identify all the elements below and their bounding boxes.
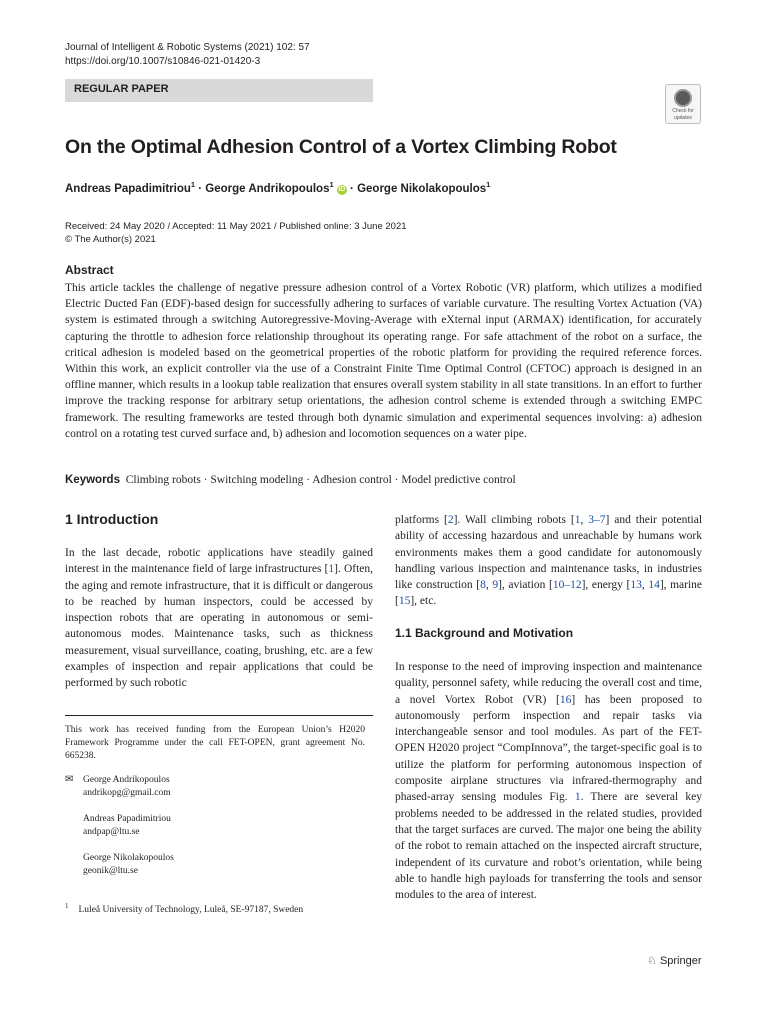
copyright: © The Author(s) 2021 (65, 234, 156, 245)
doi-link[interactable]: https://doi.org/10.1007/s10846-021-01420-3 (65, 56, 261, 67)
check-updates-icon (674, 89, 692, 107)
email-link[interactable]: andrikopg@gmail.com (83, 788, 171, 798)
envelope-icon: ✉ (65, 774, 74, 785)
funding-footnote: This work has received funding from the European Union’s H2020 Framework Programme under the call FET-OPEN, grant agreement No. 665238. (65, 725, 365, 761)
introduction-paragraph: In the last decade, robotic applications have steadily gained interest in the maintenance field of large infrastructures [1]. Often, the aging and remote infrastructure, that it is difficult or dangerous to be reached by human inspectors, could be accessed by inspection robots that are operating in autonomous or semi-autonomous modes. Maintenance tasks, such as thickness measurement, visual surveillance, coating, brushing, etc. are a few examples of inspection and repair applications that could be performed by such robotic (65, 547, 373, 690)
citation-link[interactable]: 16 (559, 693, 572, 706)
section-heading-introduction: 1 Introduction (65, 511, 159, 527)
citation-link[interactable]: 9 (492, 579, 499, 592)
citation-link[interactable]: 14 (648, 579, 660, 592)
paper-title: On the Optimal Adhesion Control of a Vortex Climbing Robot (65, 136, 617, 158)
publication-dates: Received: 24 May 2020 / Accepted: 11 May 2021 / Published online: 3 June 2021 © The Author(s) 2021 (65, 221, 407, 245)
abstract-text: This article tackles the challenge of negative pressure adhesion control of a Vortex Robotic (VR) platform, which utilizes a modified Electric Ducted Fan (EDF)-based design for successfully adhering to surfaces of variable curvature. The resulting Vortex Actuation (VA) system is estimated through a switching Autoregressive-Moving-Average with eXternal input (ARMAX) identification, for accurately capturing the throttle to adhesion force relationship throughout its operating range. For safe attachment of the robot on a surface, the critical adhesion is modeled based on the geometrical properties of the robotic platform for providing the required reference forces. Within this work, an explicit controller via the use of a Constraint Finite Time Optimal Control (CFTOC) approach is designed in an offline manner, which results in a lookup table realization that ensures overall system stability in all state transitions. In an effort to further improve the tracking response for arbitrary setup orientations, the adhesion control scheme is extended through a switching EMPC framework. The resulting frameworks are tested through both dynamic simulation and experimental sequences involving: a) adhesion control on a rotating test curved surface and, b) adhesion and locomotion sequences on a water pipe. (65, 282, 702, 440)
author-2: George Andrikopoulos (205, 182, 330, 195)
journal-citation: Journal of Intelligent & Robotic Systems (2021) 102: 57 (65, 42, 310, 53)
abstract-heading: Abstract (65, 263, 114, 277)
keywords-list: Climbing robots · Switching modeling · Adhesion control · Model predictive control (125, 474, 516, 486)
affiliation: $^1$ Luleå University of Technology, Luleå, SE-97187, Sweden (65, 902, 304, 916)
introduction-paragraph-continued: platforms [2]. Wall climbing robots [1, 3–7] and their potential ability of accessing hazardous and unreachable by humans work environments makes them a good candidate for autonomously handling various inspection and maintenance tasks, in industries like construction [8, 9], aviation [10–12], energy [13, 14], marine [15], etc. (395, 514, 703, 608)
article-type-label: REGULAR PAPER (74, 83, 169, 95)
citation-link[interactable]: 1 (574, 514, 581, 526)
email-link[interactable]: andpap@ltu.se (83, 827, 140, 837)
email-link[interactable]: geonik@ltu.se (83, 866, 138, 876)
check-for-updates-badge[interactable]: Check for updates (665, 84, 701, 124)
journal-header (65, 41, 310, 69)
footnote-divider (65, 715, 373, 716)
citation-link[interactable]: 15 (398, 595, 411, 608)
publisher-name: Springer (659, 955, 702, 967)
citation-link[interactable]: 2 (447, 514, 454, 526)
citation-link[interactable]: 8 (480, 579, 486, 592)
figure-link[interactable]: 1 (574, 791, 581, 804)
keywords-label: Keywords (65, 474, 120, 486)
author-list: Andreas Papadimitriou$^1$ · George Andrikopoulos$^1$ iD · George Nikolakopoulos$^1$ (65, 180, 491, 195)
citation-link[interactable]: 1 (328, 563, 335, 576)
citation-link[interactable]: 10–12 (552, 579, 582, 592)
springer-horse-icon: ♘ (647, 955, 657, 967)
background-paragraph: In response to the need of improving inspection and maintenance quality, personnel safety, while reducing the overall cost and time, a novel Vortex Robot (VR) [16] has been proposed to autonomously perform inspection and repair tasks via interchangeable sensor and tool modules. As part of the FET-OPEN H2020 project “CompInnova”, the target-specific goal is to utilize the platform for performing autonomous inspection of composite airplane structures via infrared-thermography and phased-array sensing modules Fig. 1. There are several key problems needed to be addressed in the related studies, provided that the target surfaces are curved. The major one being the ability of the robot to remain attached on the inspected aircraft structure, independent of its curvature and robot’s orientation, while being able to handle high payloads for transferring the tools and sensor modules to the area of interest. (395, 661, 702, 902)
orcid-icon[interactable]: iD (338, 185, 346, 193)
corresponding-authors: ✉ George Andrikopoulos andrikopg@gmail.com Andreas Papadimitriou andpap@ltu.se George Nikolakopoulos geonik@ltu.se (65, 774, 174, 876)
publisher-logo (647, 954, 702, 967)
author-1: Andreas Papadimitriou (65, 182, 191, 195)
citation-link[interactable]: 3–7 (588, 514, 606, 526)
section-heading-background: 1.1 Background and Motivation (395, 626, 574, 640)
keywords (65, 474, 516, 486)
citation-link[interactable]: 13 (630, 579, 642, 592)
article-type-banner (65, 79, 373, 102)
author-3: George Nikolakopoulos (357, 182, 487, 195)
